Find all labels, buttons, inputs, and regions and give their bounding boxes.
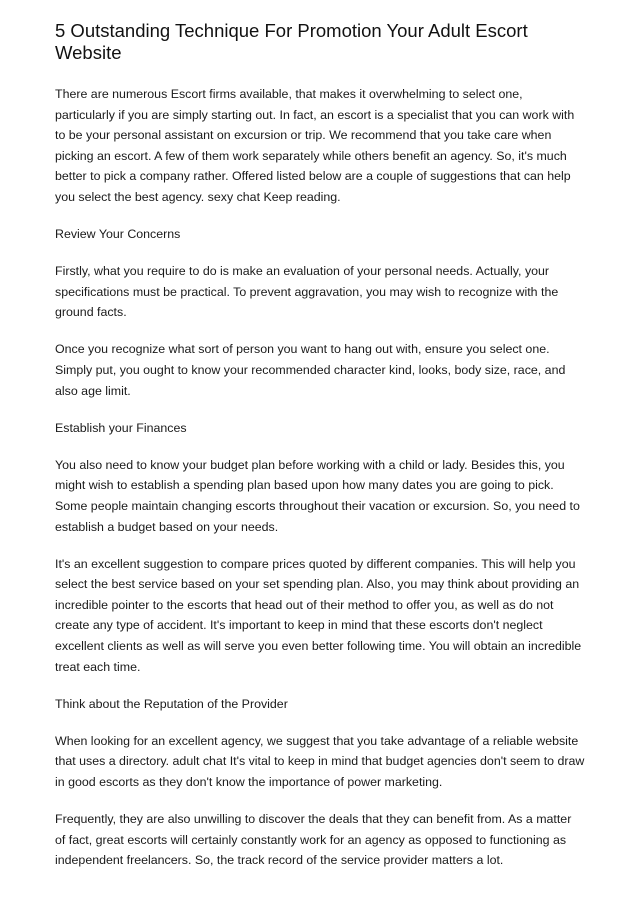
paragraph-budget: You also need to know your budget plan before working with a child or lady. Besides this, you might wish to establish a spending plan based upon how many dates you are going to pick. Some people maintain changing escorts throughout their vacation or excursion. So, you need to establish a budget based on your needs. bbox=[55, 457, 580, 534]
paragraph-needs: Firstly, what you require to do is make an evaluation of your personal needs. Actually, your specifications must be practical. To prevent aggravation, you may wish to recognize with the ground facts. bbox=[55, 264, 559, 320]
section-heading-finances: Establish your Finances bbox=[55, 420, 187, 435]
document-page bbox=[55, 20, 585, 887]
paragraph-agency: When looking for an excellent agency, we suggest that you take advantage of a reliable website that uses a directory. adult chat It's vital to keep in mind that budget agencies don't seem to draw in good escorts as they don't know the importance of power marketing. bbox=[55, 733, 585, 790]
paragraph-person: Once you recognize what sort of person you want to hang out with, ensure you select one. Simply put, you ought to know your recommended character kind, looks, body size, race, and also age limit. bbox=[55, 342, 566, 398]
paragraph-track-record: Frequently, they are also unwilling to discover the deals that they can benefit from. As a matter of fact, great escorts will certainly constantly work for an agency as opposed to functioning as independent freelancers. So, the track record of the service provider matters a lot. bbox=[55, 812, 572, 868]
paragraph-prices: It's an excellent suggestion to compare prices quoted by different companies. This will help you select the best service based on your set spending plan. Also, you may think about providing an incredible pointer to the escorts that head out of their method to offer you, as well as do not create any type of accident. It's important to keep in mind that these escorts don't neglect excellent clients as well as will serve you even better following time. You will obtain an incredible treat each time. bbox=[55, 556, 582, 674]
section-heading-concerns: Review Your Concerns bbox=[55, 227, 181, 242]
document-title: 5 Outstanding Technique For Promotion Your Adult Escort Website bbox=[55, 20, 528, 63]
intro-paragraph: There are numerous Escort firms available, that makes it overwhelming to select one, particularly if you are simply starting out. In fact, an escort is a specialist that you can work with to be your personal assistant on excursion or trip. We recommend that you take care when picking an escort. A few of them work separately while others benefit an agency. So, it's much better to pick a company rather. Offered listed below are a couple of suggestions that can help you select the best agency. sexy chat Keep reading. bbox=[55, 87, 575, 204]
section-heading-reputation: Think about the Reputation of the Provider bbox=[55, 696, 288, 711]
